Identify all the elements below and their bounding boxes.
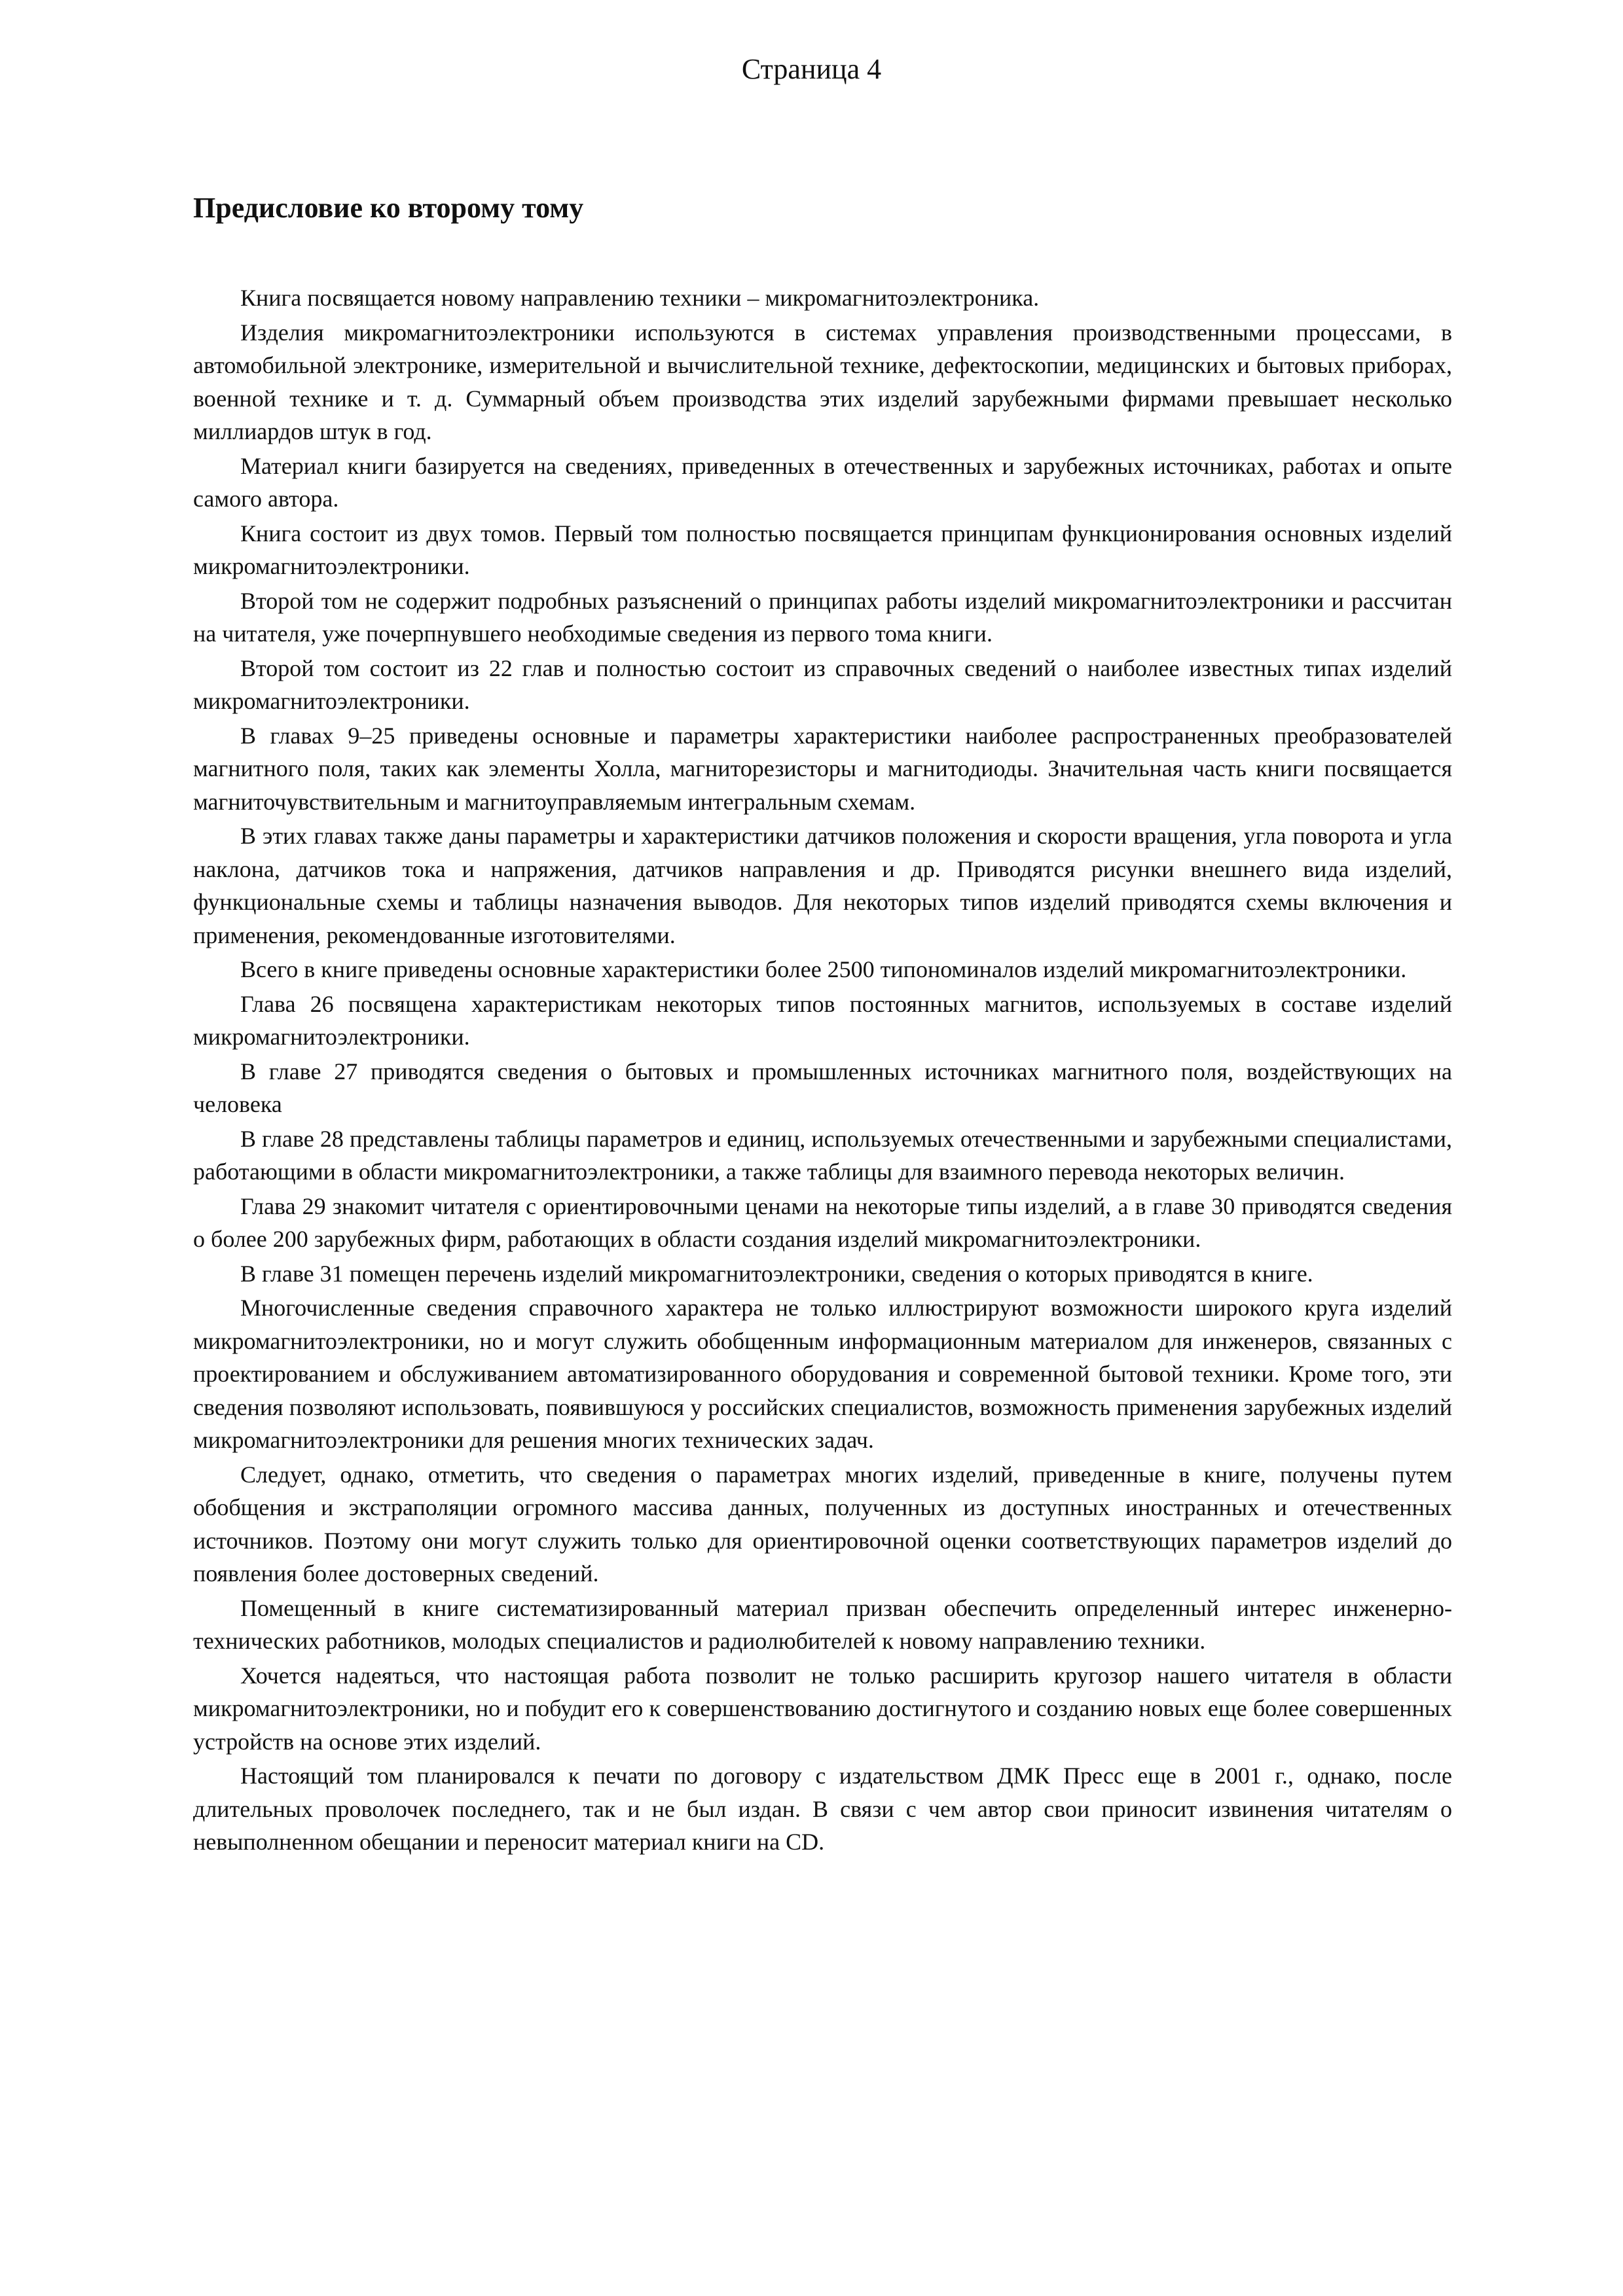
paragraph: Книга состоит из двух томов. Первый том полностью посвящается принципам функционирования основных изделий микромагнитоэлектроники. xyxy=(193,520,1452,579)
paragraph: Второй том состоит из 22 глав и полностью состоит из справочных сведений о наиболее известных типах изделий микромагнитоэлектроники. xyxy=(193,655,1452,714)
paragraph: В главе 28 представлены таблицы параметров и единиц, используемых отечественными и зарубежными специалистами, работающими в области микромагнитоэлектроники, а также таблицы для взаимного перевода некоторых величин. xyxy=(193,1125,1452,1185)
paragraph: В главе 31 помещен перечень изделий микромагнитоэлектроники, сведения о которых приводятся в книге. xyxy=(240,1260,1313,1287)
paragraph: В этих главах также даны параметры и характеристики датчиков положения и скорости вращения, угла поворота и угла наклона, датчиков тока и напряжения, датчиков направления и др. Приводятся рисунки внешнего вида изделий, функциональные схемы и таблицы назначения выводов. Для некоторых типов изделий приводятся схемы включения и применения, рекомендованные изготовителями. xyxy=(193,823,1452,948)
paragraph: Следует, однако, отметить, что сведения о параметрах многих изделий, приведенные в книге, получены путем обобщения и экстраполяции огромного массива данных, полученных из доступных иностранных и отечественных источников. Поэтому они могут служить только для ориентировочной оценки соответствующих параметров изделий до появления более достоверных сведений. xyxy=(193,1461,1452,1587)
document-title: Предисловие ко второму тому xyxy=(193,192,584,224)
paragraph: Хочется надеяться, что настоящая работа позволит не только расширить кругозор нашего читателя в области микромагнитоэлектроники, но и побудит его к совершенствованию достигнутого и созданию новых еще более совершенных устройств на основе этих изделий. xyxy=(193,1662,1452,1755)
paragraph: Настоящий том планировался к печати по договору с издательством ДМК Пресс еще в 2001 г., однако, после длительных проволочек последнего, так и не был издан. В связи с чем автор свои приносит извинения читателям о невыполненном обещании и переносит материал книги на CD. xyxy=(193,1763,1452,1855)
paragraph: Многочисленные сведения справочного характера не только иллюстрируют возможности широкого круга изделий микромагнитоэлектроники, но и могут служить обобщенным информационным материалом для инженеров, связанных с проектированием и обслуживанием автоматизированного оборудования и современной бытовой техники. Кроме того, эти сведения позволяют использовать, появившуюся у российских специалистов, возможность применения зарубежных изделий микромагнитоэлектроники для решения многих технических задач. xyxy=(193,1295,1452,1453)
document-body xyxy=(193,281,1452,1860)
paragraph: Книга посвящается новому направлению техники – микромагнитоэлектроника. xyxy=(240,285,1040,311)
paragraph: Всего в книге приведены основные характеристики более 2500 типономиналов изделий микромагнитоэлектроники. xyxy=(240,956,1407,982)
page-number-header: Страница 4 xyxy=(741,53,882,85)
paragraph: Глава 26 посвящена характеристикам некоторых типов постоянных магнитов, используемых в составе изделий микромагнитоэлектроники. xyxy=(193,990,1452,1050)
paragraph: Материал книги базируется на сведениях, приведенных в отечественных и зарубежных источниках, работах и опыте самого автора. xyxy=(193,452,1452,512)
paragraph: Глава 29 знакомит читателя с ориентировочными ценами на некоторые типы изделий, а в главе 30 приводятся сведения о более 200 зарубежных фирм, работающих в области создания изделий микромагнитоэлектроники. xyxy=(193,1193,1452,1252)
paragraph: В главах 9–25 приведены основные и параметры характеристики наиболее распространенных преобразователей магнитного поля, таких как элементы Холла, магниторезисторы и магнитодиоды. Значительная часть книги посвящается магниточувствительным и магнитоуправляемым интегральным схемам. xyxy=(193,722,1452,815)
paragraph: Изделия микромагнитоэлектроники используются в системах управления производственными процессами, в автомобильной электронике, измерительной и вычислительной технике, дефектоскопии, медицинских и бытовых приборах, военной технике и т. д. Суммарный объем производства этих изделий зарубежными фирмами превышает несколько миллиардов штук в год. xyxy=(193,319,1452,444)
paragraph: Помещенный в книге систематизированный материал призван обеспечить определенный интерес инженерно-технических работников, молодых специалистов и радиолюбителей к новому направлению техники. xyxy=(193,1594,1452,1654)
paragraph: Второй том не содержит подробных разъяснений о принципах работы изделий микромагнитоэлектроники и рассчитан на читателя, уже почерпнувшего необходимые сведения из первого тома книги. xyxy=(193,587,1452,647)
paragraph: В главе 27 приводятся сведения о бытовых и промышленных источниках магнитного поля, воздействующих на человека xyxy=(193,1058,1452,1117)
